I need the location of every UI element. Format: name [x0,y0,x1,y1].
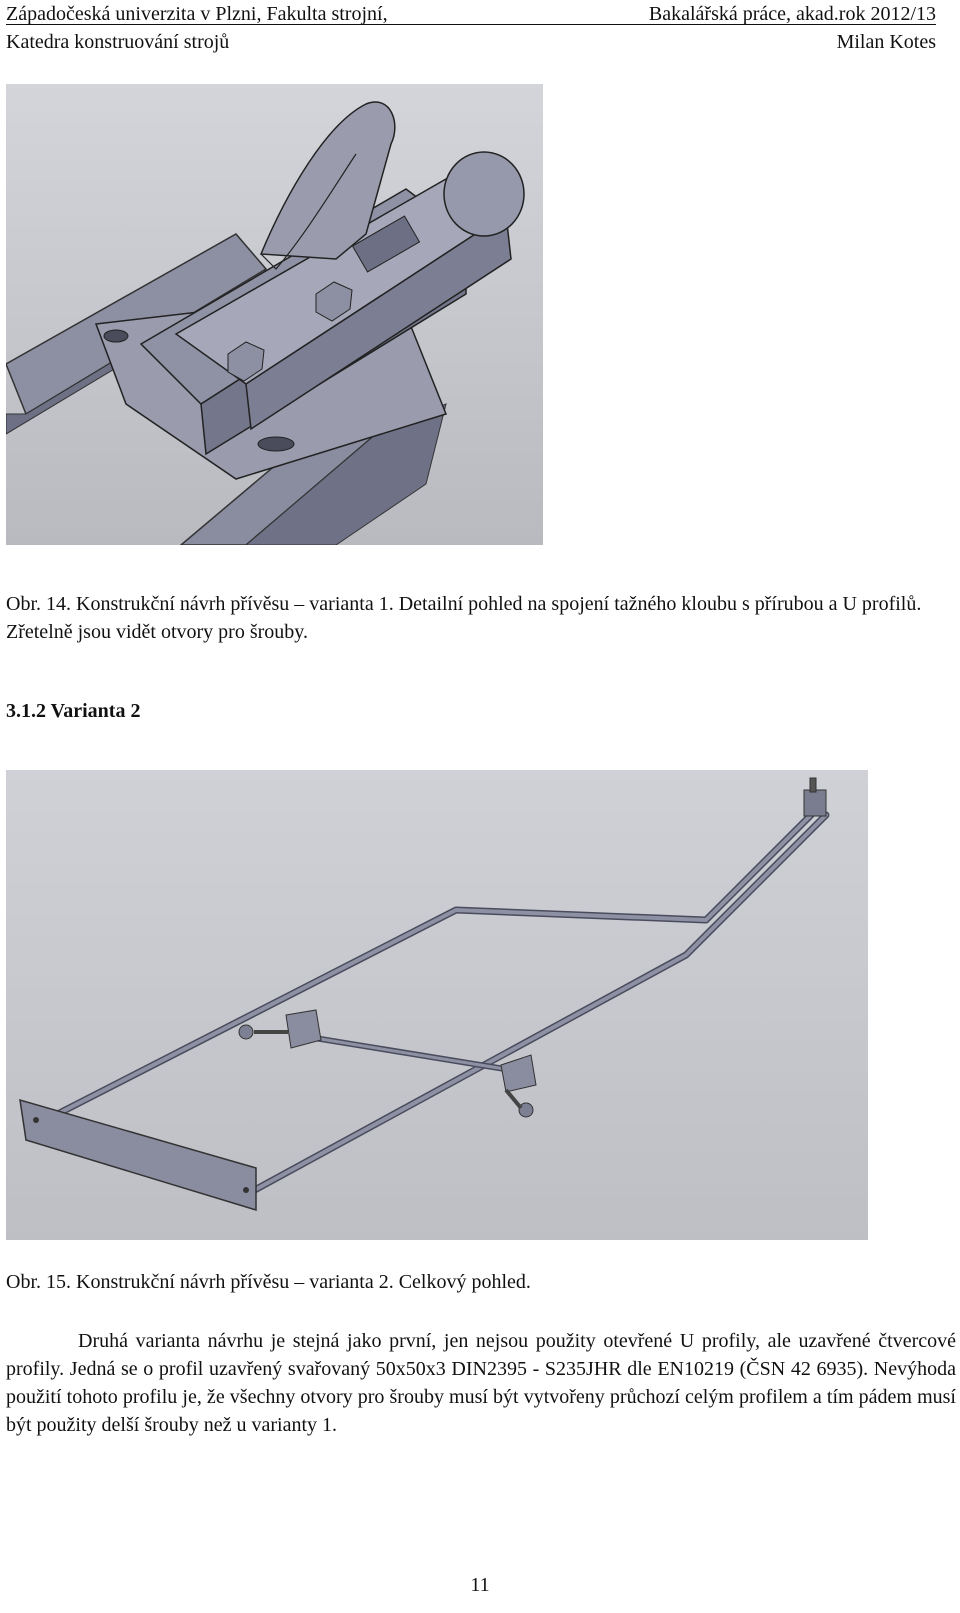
frame-render [6,770,868,1240]
figure-frame-overview [6,770,868,1240]
page-number: 11 [470,1574,490,1596]
section-heading: 3.1.2 Varianta 2 [6,700,141,722]
figure-coupling-detail [6,84,543,545]
header-rule [6,24,936,25]
header-university: Západočeská univerzita v Plzni, Fakulta strojní, [6,3,388,25]
body-paragraph [6,1327,956,1439]
header-thesis: Bakalářská práce, akad.rok 2012/13 [648,3,936,25]
running-header-bottom [6,30,936,54]
body-paragraph-text: Druhá varianta návrhu je stejná jako první, jen nejsou použity otevřené U profily, ale uzavřené čtvercové profily. Jedná se o profil uzavřený svařovaný 50x50x3 DIN2395 - S235JHR dle EN10219 (ČSN 42 6935). Nevýhoda použití tohoto profilu je, že všechny otvory pro šrouby musí být vytvořeny průchozí celým profilem a tím pádem musí být použity delší šrouby než u varianty 1. [6,1330,956,1436]
header-department: Katedra konstruování strojů [6,31,230,53]
coupling-render [6,84,543,545]
running-header-top [6,2,936,26]
figure-14-caption: Obr. 14. Konstrukční návrh přívěsu – varianta 1. Detailní pohled na spojení tažného kloubu s přírubou a U profilů. Zřetelně jsou vidět otvory pro šrouby. [6,593,922,643]
figure-15-caption: Obr. 15. Konstrukční návrh přívěsu – varianta 2. Celkový pohled. [6,1271,531,1293]
header-author: Milan Kotes [836,31,936,53]
